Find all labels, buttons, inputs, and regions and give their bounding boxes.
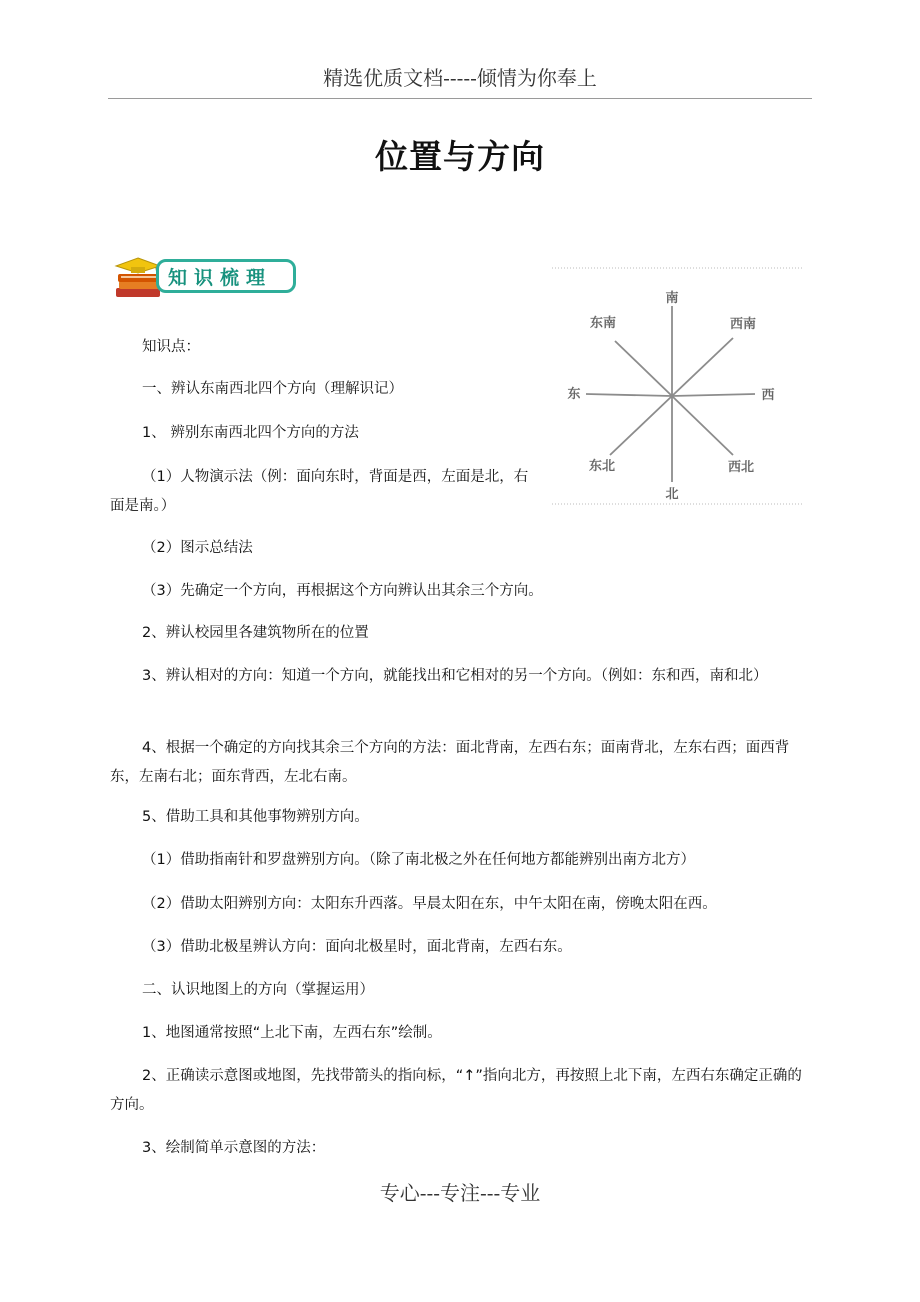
paragraph: （3）先确定一个方向，再根据这个方向辨认出其余三个方向。	[142, 583, 543, 599]
paragraph: 2、正确读示意图或地图，先找带箭头的指向标，“↑”指向北方，再按照上北下南，左西右东确定正确的方向。	[110, 1068, 802, 1113]
compass-label-bottom: 北	[665, 487, 679, 502]
compass-label-upper-right: 西南	[729, 317, 757, 332]
paragraph: （2）借助太阳辨别方向：太阳东升西落。早晨太阳在东，中午太阳在南，傍晚太阳在西。	[142, 896, 717, 912]
paragraph: 一、辨认东南西北四个方向（理解识记）	[142, 381, 403, 397]
paragraph: （1）人物演示法（例：面向东时，背面是西，左面是北，右面是南。）	[110, 469, 529, 514]
paragraph: 1、地图通常按照“上北下南，左西右东”绘制。	[142, 1025, 442, 1041]
paragraph: 3、绘制简单示意图的方法：	[142, 1140, 326, 1156]
paragraph: （3）借助北极星辨认方向：面向北极星时，面北背南，左西右东。	[142, 939, 572, 955]
paragraph: （1）借助指南针和罗盘辨别方向。（除了南北极之外在任何地方都能辨别出南方北方）	[142, 852, 695, 868]
paragraph: 2、辨认校园里各建筑物所在的位置	[142, 625, 369, 641]
paragraph: 5、借助工具和其他事物辨别方向。	[142, 809, 369, 825]
paragraph: 4、根据一个确定的方向找其余三个方向的方法：面北背南，左西右东；面南背北，左东右西；面西背东，左南右北；面东背西，左北右南。	[110, 740, 790, 785]
compass-label-lower-left: 东北	[588, 459, 616, 474]
paragraph: 3、辨认相对的方向：知道一个方向，就能找出和它相对的另一个方向。（例如：东和西，南和北）	[142, 668, 768, 684]
badge-label: 知识梳理	[168, 267, 273, 289]
compass-label-upper-left: 东南	[589, 316, 617, 331]
section-badge	[112, 254, 302, 304]
compass-label-lower-right: 西北	[727, 460, 755, 475]
compass-label-right: 西	[761, 388, 775, 403]
page-title: 位置与方向	[375, 137, 545, 176]
page-header: 精选优质文档-----倾情为你奉上	[323, 66, 597, 90]
paragraph: （2）图示总结法	[142, 540, 253, 556]
paragraph: 二、认识地图上的方向（掌握运用）	[142, 982, 374, 998]
header-divider	[108, 98, 812, 99]
compass-label-top: 南	[665, 291, 679, 306]
page-footer: 专心---专注---专业	[379, 1181, 541, 1205]
paragraph: 知识点：	[142, 339, 200, 355]
compass-label-left: 东	[567, 387, 581, 402]
paragraph: 1、 辨别东南西北四个方向的方法	[142, 425, 359, 441]
